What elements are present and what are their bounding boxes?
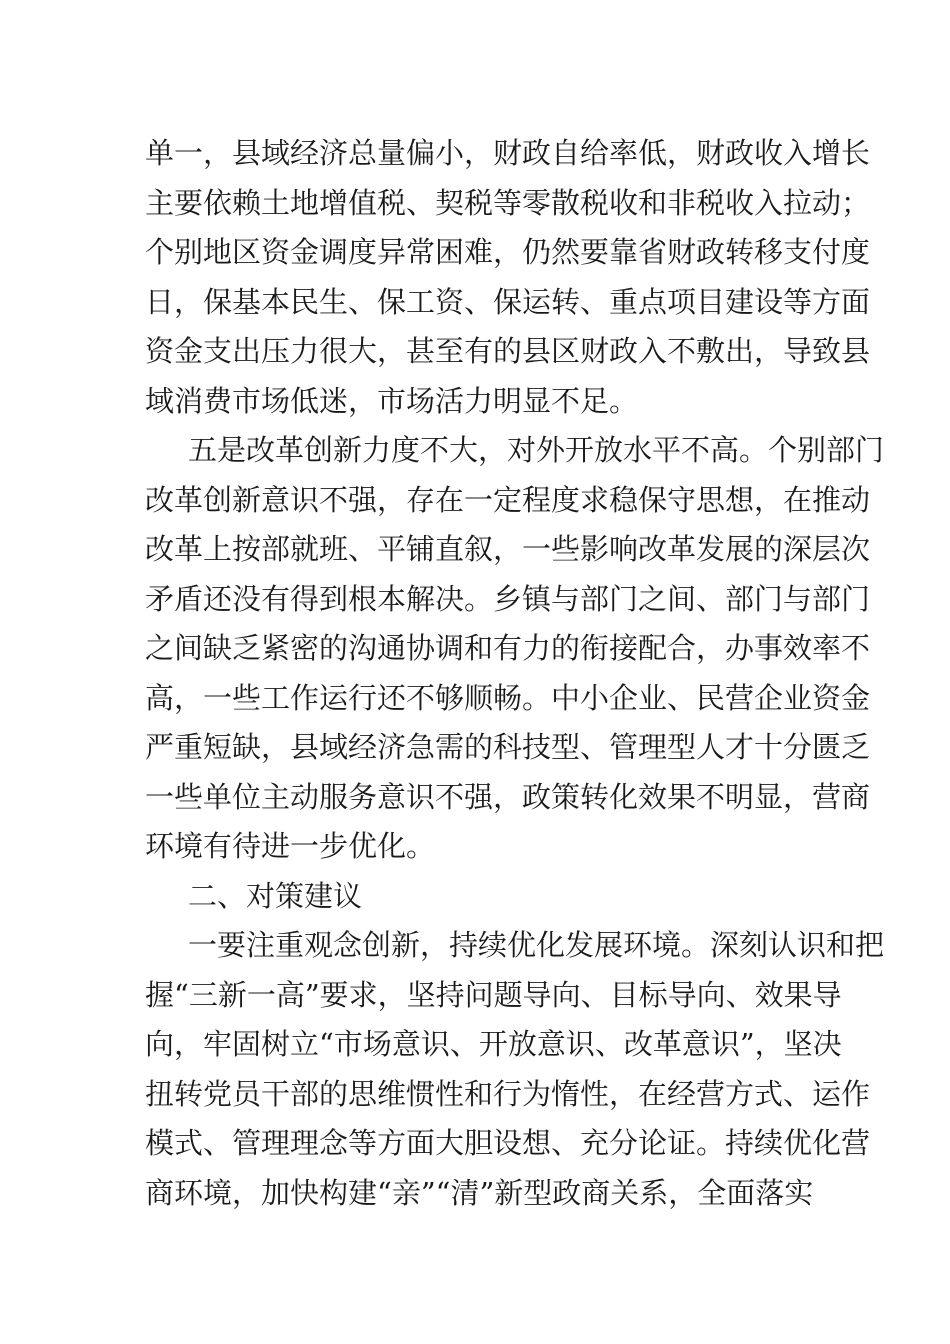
text-line: 一些单位主动服务意识不强，政策转化效果不明显，营商 bbox=[145, 779, 871, 814]
text-line: 单一，县域经济总量偏小，财政自给率低，财政收入增长 bbox=[145, 136, 871, 170]
text-line: 高，一些工作运行还不够顺畅。中小企业、民营企业资金 bbox=[145, 680, 871, 715]
text-line: 主要依赖土地增值税、契税等零散税收和非税收入拉动； bbox=[145, 185, 871, 220]
text-line: 扭转党员干部的思维惯性和行为惰性，在经营方式、运作 bbox=[145, 1076, 871, 1111]
text-line: 日，保基本民生、保工资、保运转、重点项目建设等方面 bbox=[145, 284, 871, 319]
text-line: 之间缺乏紧密的沟通协调和有力的衔接配合，办事效率不 bbox=[145, 631, 871, 665]
body-text bbox=[145, 129, 885, 1218]
text-line: 域消费市场低迷，市场活力明显不足。 bbox=[145, 383, 639, 418]
paragraph-start-line: 一要注重观念创新，持续优化发展环境。深刻认识和把 bbox=[188, 928, 885, 962]
section-heading: 二、对策建议 bbox=[188, 878, 363, 913]
text-line: 个别地区资金调度异常困难，仍然要靠省财政转移支付度 bbox=[145, 235, 871, 269]
text-line: 资金支出压力很大，甚至有的县区财政入不敷出，导致县 bbox=[145, 334, 871, 368]
text-line: 模式、管理理念等方面大胆设想、充分论证。持续优化营 bbox=[145, 1126, 871, 1160]
text-line: 严重短缺，县域经济急需的科技型、管理型人才十分匮乏 bbox=[145, 730, 871, 764]
text-line: 改革创新意识不强，存在一定程度求稳保守思想，在推动 bbox=[145, 482, 871, 517]
text-line: 矛盾还没有得到根本解决。乡镇与部门之间、部门与部门 bbox=[145, 581, 871, 616]
text-line: 环境有待进一步优化。 bbox=[145, 829, 436, 863]
text-line: 改革上按部就班、平铺直叙，一些影响改革发展的深层次 bbox=[145, 532, 871, 566]
text-line: 商环境，加快构建“亲”“清”新型政商关系，全面落实 bbox=[145, 1175, 814, 1210]
text-line: 向，牢固树立“市场意识、开放意识、改革意识”，坚决 bbox=[145, 1027, 842, 1061]
text-line: 握“三新一高”要求，坚持问题导向、目标导向、效果导 bbox=[145, 977, 842, 1012]
paragraph-start-line: 五是改革创新力度不大，对外开放水平不高。个别部门 bbox=[188, 433, 885, 467]
